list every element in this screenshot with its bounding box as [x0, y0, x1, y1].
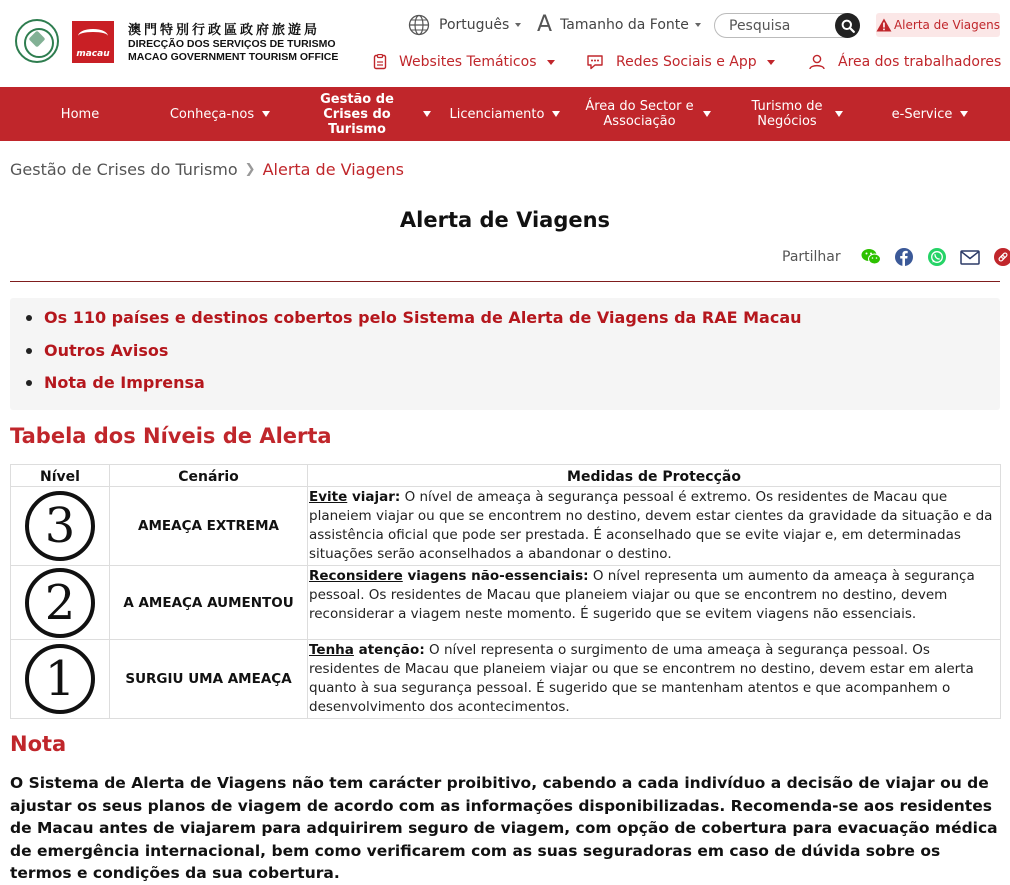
breadcrumb-current: Alerta de Viagens	[262, 160, 404, 179]
chat-bubble-icon	[586, 54, 604, 70]
link-other-notices[interactable]: Outros Avisos	[24, 340, 802, 373]
measure-bold: viagens não-essenciais:	[402, 568, 589, 584]
search-icon	[841, 19, 855, 33]
org-name-chinese: 澳門特別行政區政府旅遊局	[128, 23, 321, 38]
themed-websites-label: Websites Temáticos	[399, 54, 537, 70]
chevron-down-icon	[515, 23, 521, 27]
nav-sector-label: Área do Sector e Associação	[585, 99, 694, 129]
level-cell	[11, 640, 110, 719]
wechat-icon[interactable]	[860, 246, 882, 268]
nav-about-label: Conheça-nos	[169, 106, 255, 122]
measures-cell	[308, 640, 1001, 719]
email-icon[interactable]	[959, 246, 981, 268]
measure-text: O nível de ameaça à segurança pessoal é extremo. Os residentes de Macau que planeiem viajar ou que se encontrem no destino, devem estar cientes da gravidade da situação e da assistência oficial que pode ser prestada. É aconselhado que se evite viajar e, em determinadas situações serão aconselhados a abandonar o destino.	[309, 489, 993, 562]
page-title: Alerta de Viagens	[399, 208, 611, 232]
nav-licensing[interactable]	[445, 87, 565, 141]
logo-swoosh	[78, 29, 108, 43]
search-input[interactable]	[729, 17, 829, 35]
logo-word: macau	[76, 49, 110, 59]
scenario-cell: AMEAÇA EXTREMA	[110, 487, 308, 566]
nav-eservice-label: e-Service	[891, 106, 953, 122]
social-media-label: Redes Sociais e App	[616, 54, 757, 70]
chevron-right-icon: ❯	[244, 162, 256, 177]
chevron-down-icon	[835, 111, 843, 117]
workers-area-label: Área dos trabalhadores	[838, 54, 1002, 70]
site-header	[0, 0, 1010, 87]
travel-alert-label: Alerta de Viagens	[893, 18, 1000, 32]
mgto-logo[interactable]	[72, 21, 114, 63]
table-row	[11, 640, 1001, 719]
alert-levels-table	[10, 464, 1001, 719]
language-selector[interactable]	[408, 13, 521, 37]
nav-business-label: Turismo de Negócios	[751, 99, 823, 129]
chevron-down-icon	[423, 111, 431, 117]
share-label: Partilhar	[782, 249, 841, 265]
user-icon	[808, 54, 826, 70]
level-2-icon: 2	[25, 568, 95, 638]
nav-business-tourism[interactable]	[735, 87, 855, 141]
font-size-label: Tamanho da Fonte	[560, 17, 689, 33]
level-3-icon: 3	[25, 491, 95, 561]
level-cell	[11, 487, 110, 566]
link-countries-covered[interactable]: Os 110 países e destinos cobertos pelo Sistema de Alerta de Viagens da RAE Macau	[24, 307, 802, 340]
table-row	[11, 487, 1001, 566]
measure-text: O nível representa o surgimento de uma ameaça à segurança pessoal. Os residentes de Macau que planeiem viajar ou que se encontrem no destino, devem estar em alerta quanto à sua segurança pessoal. É sugerido que se mantenham atentos e que acompanhem o desenvolvimento dos acontecimentos.	[309, 642, 974, 715]
link-icon[interactable]	[992, 246, 1010, 268]
note-text: O Sistema de Alerta de Viagens não tem carácter proibitivo, cabendo a cada indivíduo a decisão de viajar ou de ajustar os seus planos de viagem de acordo com as informações disponibilizadas. Recomenda-se aos residentes de Macau antes de viajarem para adquirirem seguro de viagem, com opção de cobertura para evacuação médica de emergência internacional, bem como verificarem com as suas seguradoras em caso de dúvida sobre os termos e condições da sua cobertura.	[10, 774, 998, 882]
table-row	[11, 566, 1001, 640]
measure-text: O nível representa um aumento da ameaça à segurança pessoal. Os residentes de Macau que planeiem viajar ou que se encontrem no destino, devem reconsiderar a viagem neste momento. É sugerido que se evitem viagens não essenciais.	[309, 568, 975, 622]
link-press-release[interactable]: Nota de Imprensa	[24, 372, 802, 405]
nav-licensing-label: Licenciamento	[449, 106, 545, 122]
column-header-measures: Medidas de Protecção	[308, 465, 1001, 487]
chevron-down-icon	[262, 111, 270, 117]
title-divider	[10, 281, 1000, 282]
themed-websites-menu[interactable]	[373, 51, 555, 73]
column-header-level: Nível	[11, 465, 110, 487]
facebook-icon[interactable]	[893, 246, 915, 268]
related-links-list	[24, 307, 802, 405]
level-1-icon: 1	[25, 644, 95, 714]
whatsapp-icon[interactable]	[926, 246, 948, 268]
measure-bold: viajar:	[347, 489, 401, 505]
measures-cell	[308, 487, 1001, 566]
measure-key: Evite	[309, 489, 348, 505]
chevron-down-icon	[547, 60, 555, 65]
share-bar	[782, 246, 1010, 268]
scenario-cell: SURGIU UMA AMEAÇA	[110, 640, 308, 719]
table-header-row	[11, 465, 1001, 487]
org-name-portuguese: DIRECÇÃO DOS SERVIÇOS DE TURISMO	[128, 38, 336, 50]
alert-levels-heading: Tabela dos Níveis de Alerta	[10, 424, 332, 448]
measure-bold: atenção:	[353, 642, 425, 658]
nav-sector-association[interactable]	[580, 87, 715, 141]
chevron-down-icon	[695, 23, 701, 27]
font-size-selector[interactable]	[537, 13, 701, 37]
nav-home-label: Home	[60, 106, 100, 122]
chevron-down-icon	[703, 111, 711, 117]
nav-home[interactable]	[45, 87, 115, 141]
note-heading: Nota	[10, 732, 67, 756]
search-box	[714, 13, 860, 38]
measure-key: Tenha	[309, 642, 354, 658]
column-header-scenario: Cenário	[110, 465, 308, 487]
chevron-down-icon	[552, 111, 560, 117]
language-label: Português	[439, 17, 510, 33]
travel-alert-button[interactable]	[876, 13, 1000, 37]
nav-crisis-label: Gestão de Crises do Turismo	[320, 91, 394, 137]
nav-about[interactable]	[160, 87, 280, 141]
nav-crisis-management[interactable]	[295, 87, 435, 141]
main-nav	[0, 87, 1010, 141]
nav-eservice[interactable]	[880, 87, 980, 141]
chevron-down-icon	[960, 111, 968, 117]
workers-area-link[interactable]	[808, 51, 1001, 73]
font-size-icon: A	[537, 12, 553, 37]
level-cell	[11, 566, 110, 640]
social-media-menu[interactable]	[586, 51, 775, 73]
scenario-cell: A AMEAÇA AUMENTOU	[110, 566, 308, 640]
document-icon	[373, 54, 387, 70]
chevron-down-icon	[767, 60, 775, 65]
macao-emblem-logo[interactable]	[15, 19, 59, 63]
breadcrumb-parent[interactable]: Gestão de Crises do Turismo	[10, 160, 238, 179]
related-links-box	[10, 298, 1000, 410]
measures-cell	[308, 566, 1001, 640]
breadcrumb	[10, 160, 404, 179]
globe-icon	[408, 14, 430, 36]
org-name-english: MACAO GOVERNMENT TOURISM OFFICE	[128, 51, 339, 63]
measure-key: Reconsidere	[309, 568, 403, 584]
warning-icon	[876, 18, 892, 32]
search-button[interactable]	[835, 13, 860, 38]
